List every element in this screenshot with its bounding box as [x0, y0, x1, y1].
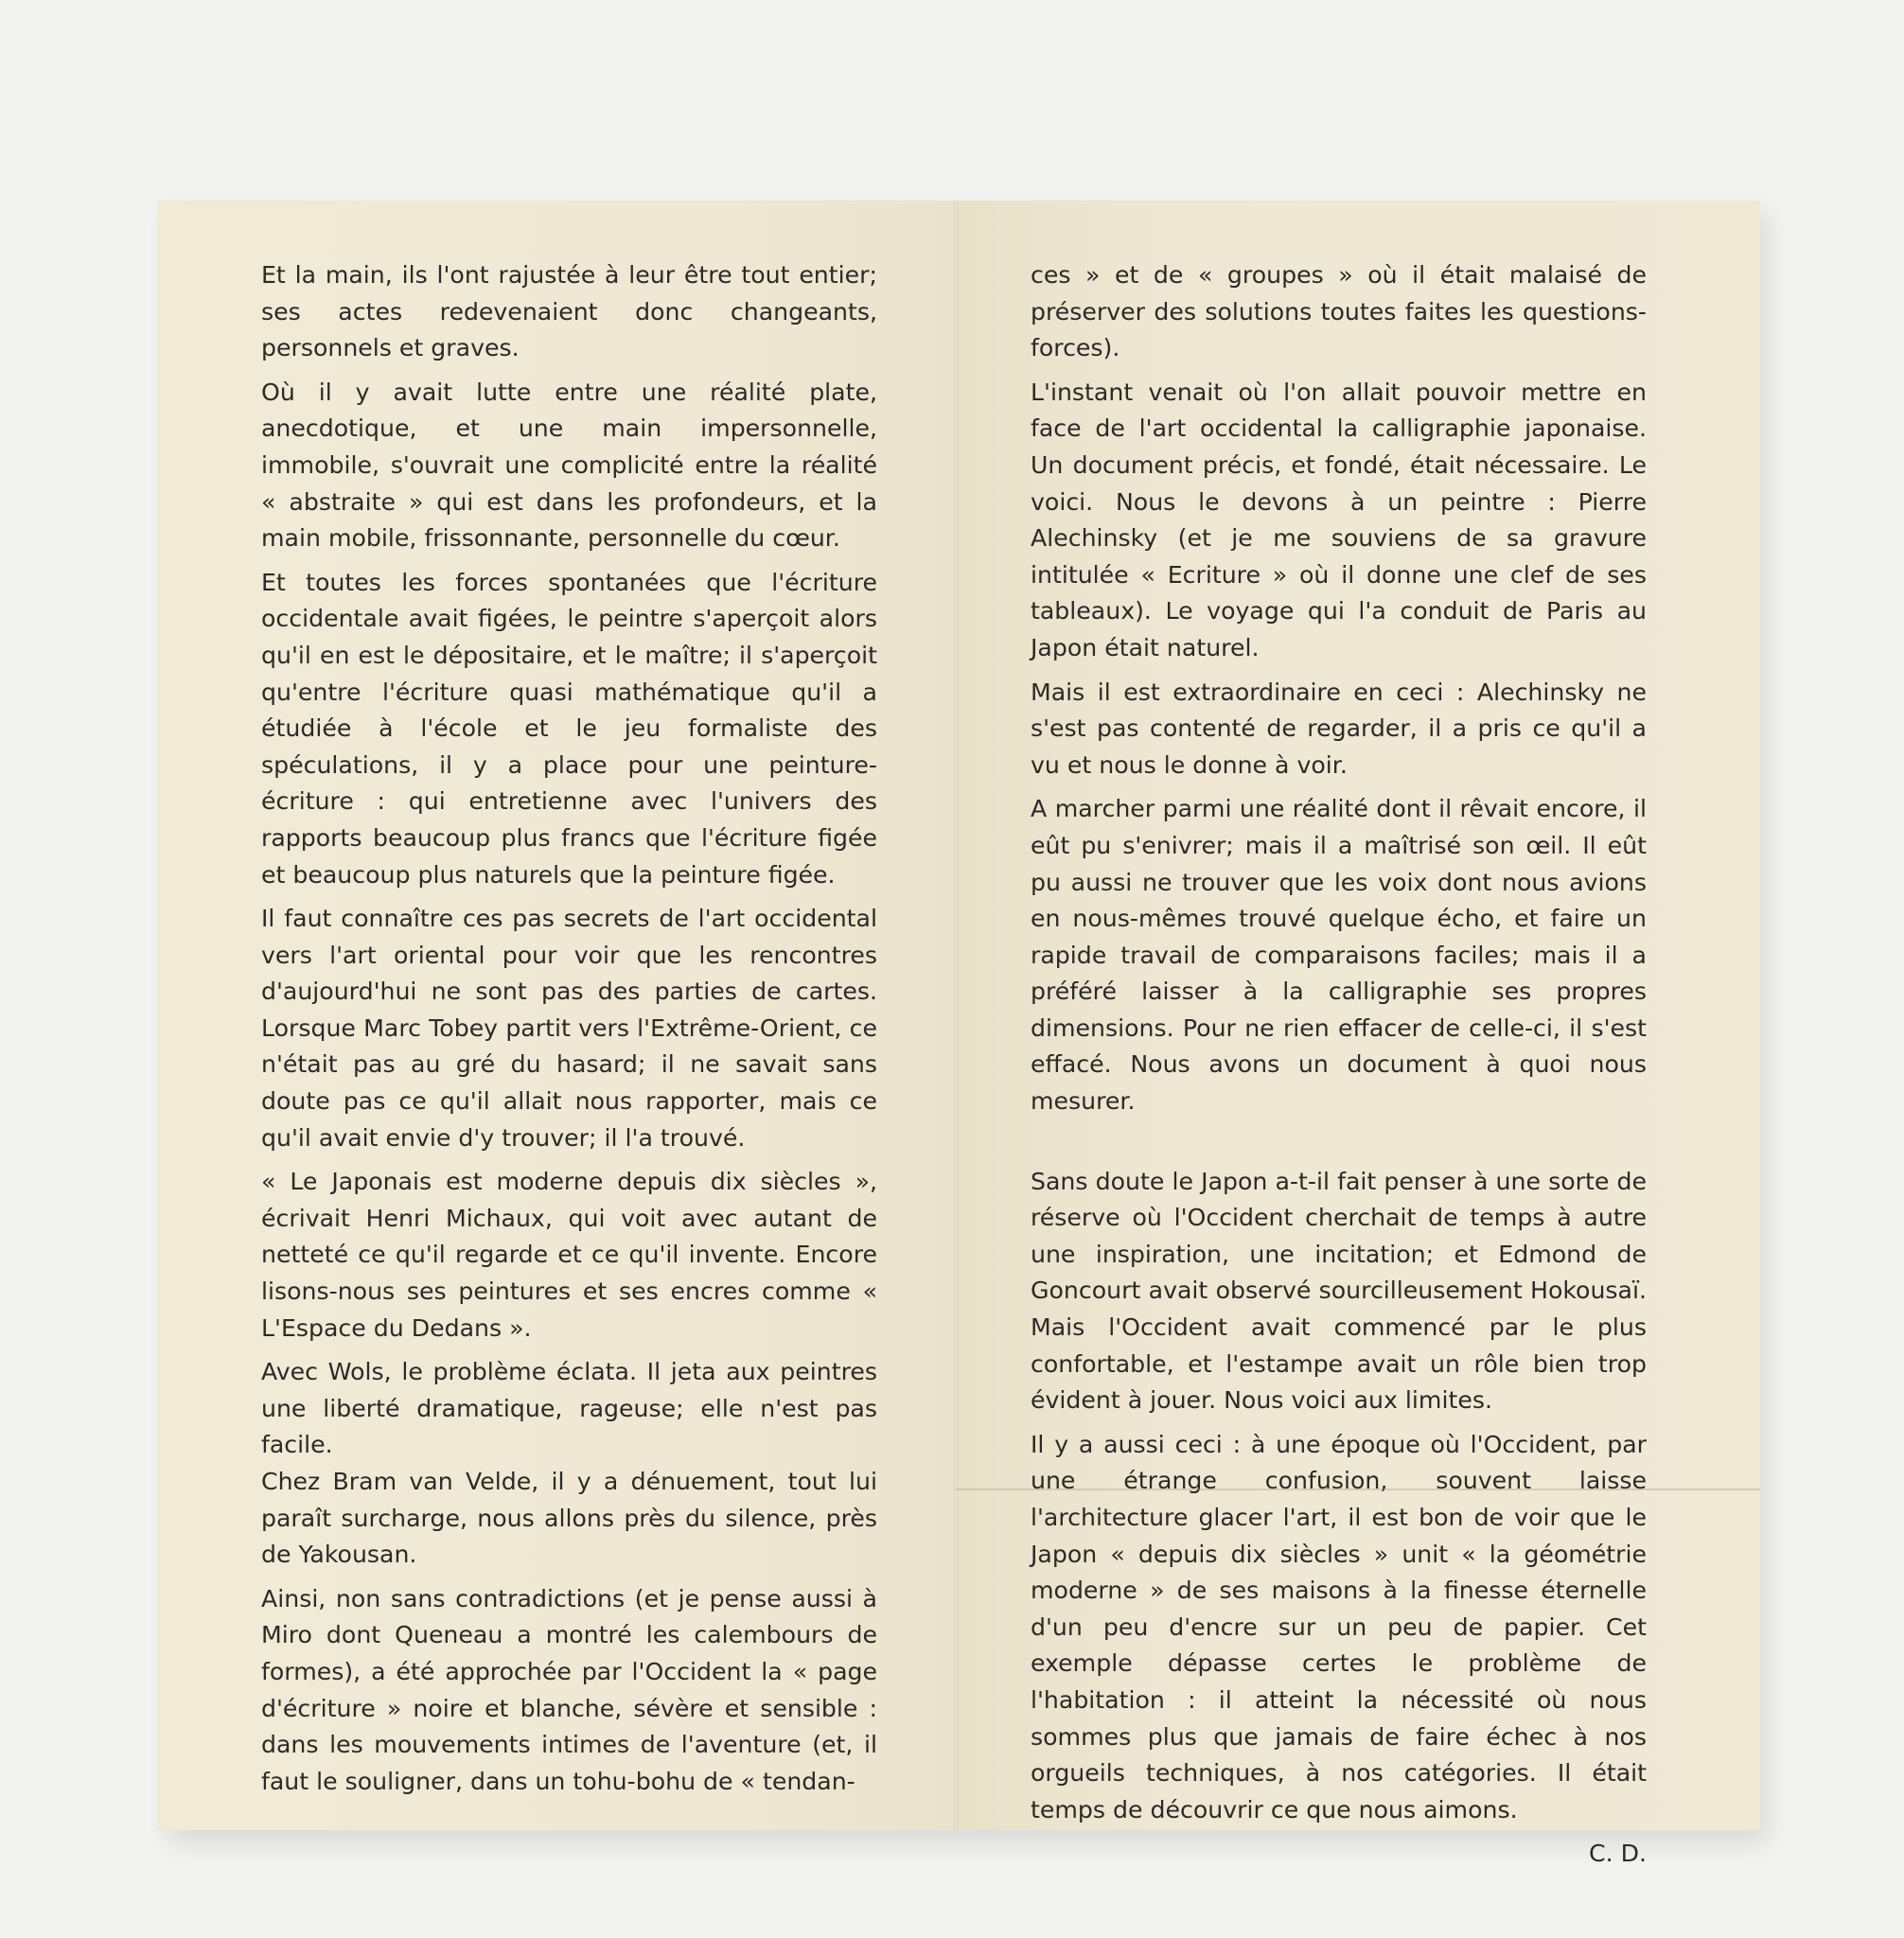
- right-text-column: [1031, 257, 1647, 1880]
- right-paragraph-5: Sans doute le Japon a-t-il fait penser à une sorte de réserve où l'Occident cherchait de temps à autre une inspiration, une incitation; et Edmond de Goncourt avait observé sourcilleusement Hokousaï. Mais l'Occident avait commencé par le plus confortable, et l'estampe avait un rôle bien trop évident à jouer. Nous voici aux limites.: [1031, 1167, 1647, 1415]
- right-paragraph-1: ces » et de « groupes » où il était malaisé de préserver des solutions toutes faites les questions-forces).: [1031, 261, 1647, 362]
- horizontal-crease: [956, 1489, 1760, 1490]
- right-page: [956, 201, 1760, 1868]
- left-paragraph-3: Et toutes les forces spontanées que l'écriture occidentale avait figées, le peintre s'aperçoit alors qu'il en est le dépositaire, et le maître; il s'aperçoit qu'entre l'écriture quasi mathématique qu'il a étudiée à l'école et le jeu formaliste des spéculations, il y a place pour une peinture-écriture : qui entretienne avec l'univers des rapports beaucoup plus francs que l'écriture figée et beaucoup plus naturels que la peinture figée.: [261, 568, 877, 889]
- left-paragraph-6: Avec Wols, le problème éclata. Il jeta aux peintres une liberté dramatique, rageuse; elle n'est pas facile. Chez Bram van Velde, il y a dénuement, tout lui paraît surcharge, nous allons près du silence, près de Yakousan.: [261, 1358, 877, 1569]
- right-paragraph-6: Il y a aussi ceci : à une époque où l'Occident, par une étrange confusion, souvent laisse l'architecture glacer l'art, il est bon de voir que le Japon « depuis dix siècles » unit « la géométrie moderne » de ses maisons à la finesse éternelle d'un peu d'encre sur un peu de papier. Cet exemple dépasse certes le problème de l'habitation : il atteint la nécessité où nous sommes plus que jamais de faire échec à nos orgueils techniques, à nos catégories. Il était temps de découvrir ce que nous aimons.: [1031, 1430, 1647, 1823]
- author-signature: C. D.: [1588, 1840, 1647, 1868]
- left-paragraph-7: Ainsi, non sans contradictions (et je pense aussi à Miro dont Queneau a montré les calembours de formes), a été approchée par l'Occident la « page d'écriture » noire et blanche, sévère et sensible : dans les mouvements intimes de l'aventure (et, il faut le souligner, dans un tohu-bohu de « tendan-: [261, 1584, 877, 1795]
- left-paragraph-5: « Le Japonais est moderne depuis dix siècles », écrivait Henri Michaux, qui voit avec autant de netteté ce qu'il regarde et ce qu'il invente. Encore lisons-nous ses peintures et ses encres comme « L'Espace du Dedans ».: [261, 1168, 877, 1342]
- left-paragraph-4: Il faut connaître ces pas secrets de l'art occidental vers l'art oriental pour voir que les rencontres d'aujourd'hui ne sont pas des parties de cartes. Lorsque Marc Tobey partit vers l'Extrême-Orient, ce n'était pas au gré du hasard; il ne savait sans doute pas ce qu'il allait nous rapporter, mais ce qu'il avait envie d'y trouver; il l'a trouvé.: [261, 905, 877, 1152]
- right-paragraph-4: A marcher parmi une réalité dont il rêvait encore, il eût pu s'enivrer; mais il a maîtrisé son œil. Il eût pu aussi ne trouver que les voix dont nous avions en nous-mêmes trouvé quelque écho, et faire un rapide travail de comparaisons faciles; mais il a préféré laisser à la calligraphie ses propres dimensions. Pour ne rien effacer de celle-ci, il s'est effacé. Nous avons un document à quoi nous mesurer.: [1031, 795, 1647, 1116]
- left-page: [157, 201, 956, 1830]
- center-fold: [954, 201, 958, 1830]
- left-paragraph-1: Et la main, ils l'ont rajustée à leur être tout entier; ses actes redevenaient donc changeants, personnels et graves.: [261, 261, 877, 362]
- right-paragraph-2: L'instant venait où l'on allait pouvoir mettre en face de l'art occidental la calligraphie japonaise. Un document précis, et fondé, était nécessaire. Le voici. Nous le devons à un peintre : Pierre Alechinsky (et je me souviens de sa gravure intitulée « Ecriture » où il donne une clef de ses tableaux). Le voyage qui l'a conduit de Paris au Japon était naturel.: [1031, 378, 1647, 661]
- right-paragraph-3: Mais il est extraordinaire en ceci : Alechinsky ne s'est pas contenté de regarder, il a pris ce qu'il a vu et nous le donne à voir.: [1031, 678, 1647, 779]
- left-text-column: [261, 257, 877, 1807]
- left-paragraph-2: Où il y avait lutte entre une réalité plate, anecdotique, et une main impersonnelle, immobile, s'ouvrait une complicité entre la réalité « abstraite » qui est dans les profondeurs, et la main mobile, frissonnante, personnelle du cœur.: [261, 378, 877, 553]
